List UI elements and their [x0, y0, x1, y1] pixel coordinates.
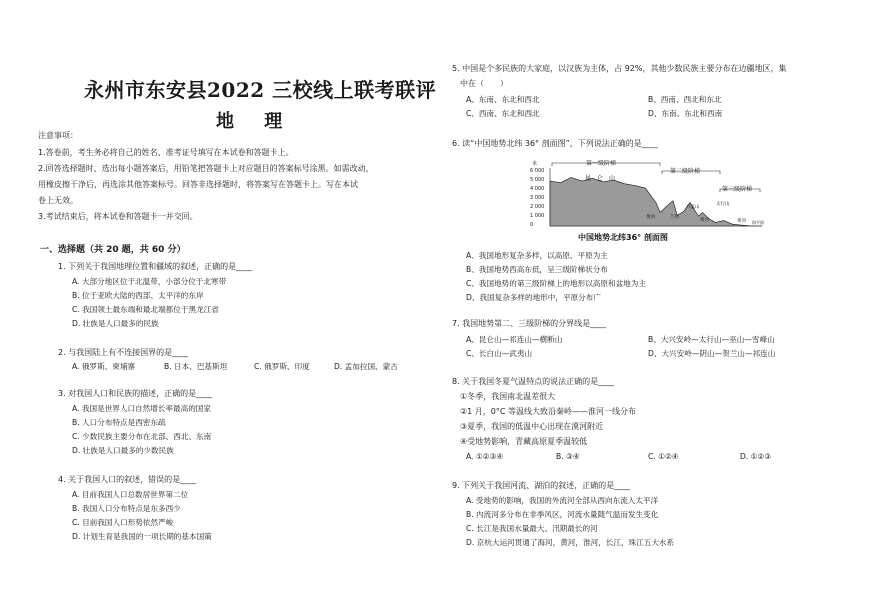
- option: C、我国地势的第三级阶梯上的地形以高原和盆地为主: [466, 279, 646, 288]
- note-line: 2.回答选择题时，选出每小题答案后，用铅笔把答题卡上对应题目的答案标号涂黑。如需改动，: [38, 164, 374, 173]
- terrain-area: [550, 177, 762, 226]
- statement: ③夏季，我国的低温中心出现在漠河附近: [460, 422, 604, 431]
- option: C、长白山—武夷山: [466, 349, 533, 358]
- question-stem: 3. 对我国人口和民族的描述，正确的是____: [58, 389, 213, 398]
- notes-heading: 注意事项：: [38, 131, 78, 140]
- option: C、西南、东北和西北: [466, 109, 540, 118]
- option: B. 我国人口分布特点是东多西少: [72, 504, 181, 513]
- option: A. ①②③④: [466, 452, 504, 461]
- option: B. 人口分布特点是西密东疏: [72, 418, 166, 427]
- y-tick-label: 6 000: [530, 168, 545, 174]
- section-heading: 一、选择题（共 20 题，共 60 分）: [40, 245, 186, 255]
- option: D. 壮族是人口最多的少数民族: [72, 446, 174, 455]
- step-label-3: 第三级阶梯: [722, 186, 753, 193]
- y-tick-label: 2 000: [530, 204, 545, 210]
- y-tick-label: 0: [530, 222, 534, 228]
- question-stem: 4. 关于我国人口的叙述，错误的是____: [58, 475, 197, 484]
- y-axis-ticks: [530, 168, 544, 228]
- question-stem: 5. 中国是个多民族的大家庭，以汉族为主体，占 92%，其他少数民族主要分布在边疆地区，集: [452, 64, 787, 73]
- option: D. 京杭大运河贯通了海河，黄河，淮河，长江，珠江五大水系: [466, 538, 675, 547]
- profile-chart: [530, 160, 776, 244]
- option: A. 俄罗斯、柬埔寨: [72, 362, 136, 371]
- option: A、东南、东北和西北: [466, 95, 540, 104]
- option: C. 目前我国人口形势依然严峻: [72, 518, 174, 527]
- subject-title: 地 理: [216, 111, 295, 132]
- note-line: 1.答卷前，考生务必将自己的姓名、准考证号填写在本试卷和答题卡上。: [38, 148, 294, 157]
- question-stem-cont: 中在（ ）: [460, 79, 508, 88]
- option: D、东南、东北和西南: [648, 109, 723, 118]
- y-tick-label: 5 000: [530, 177, 545, 183]
- place-label: 六盘山: [686, 205, 700, 210]
- option: D. 计划生育是我国的一项长期的基本国策: [72, 532, 212, 541]
- option: C. 少数民族主要分布在北部、西北、东南: [72, 432, 212, 441]
- y-tick-label: 1 000: [530, 213, 545, 219]
- y-axis-unit: 米: [532, 161, 538, 167]
- question-stem: 7. 我国地势第二、三级阶梯的分界线是____: [452, 319, 607, 328]
- option: D. 孟加拉国、蒙古: [334, 362, 398, 371]
- note-line: 3.考试结束后，将本试卷和答题卡一并交回。: [38, 212, 198, 221]
- option: B. ③④: [556, 452, 580, 461]
- place-label: 黄河: [700, 218, 709, 223]
- exam-title: 永州市东安县2022 三校线上联考联评: [84, 78, 437, 102]
- option: B. 位于亚欧大陆的西部、太平洋的东岸: [72, 291, 204, 300]
- question-stem: 2. 与我国陆上有不连接国界的是____: [58, 348, 189, 357]
- statement: ②1 月，0°C 等温线大致沿秦岭——淮河一线分布: [460, 407, 637, 416]
- option: D. ①②③: [740, 452, 772, 461]
- option: B、大兴安岭—太行山—巫山—雪峰山: [648, 335, 775, 344]
- option: A、昆仑山—祁连山—横断山: [466, 335, 563, 344]
- question-stem: 8. 关于我国冬夏气温特点的说法正确的是____: [452, 377, 615, 386]
- option: D. 壮族是人口最多的民族: [72, 319, 159, 328]
- place-label: 昆 仑 山: [585, 175, 616, 182]
- option: B. 内流河多分布在非季风区，河流水量随气温而发生变化: [466, 510, 659, 519]
- place-label: 太行山: [716, 202, 730, 207]
- option: B、西南、西北和东北: [648, 95, 722, 104]
- option: A. 受地势的影响，我国的外流河全部从西向东流入太平洋: [466, 496, 659, 505]
- option: A. 目前我国人口总数居世界第二位: [72, 490, 189, 499]
- option: B. 日本、巴基斯坦: [164, 362, 228, 371]
- option: C. 长江是我国水量最大、汛期最长的河: [466, 524, 598, 533]
- option: C. 俄罗斯、印度: [254, 362, 310, 371]
- option: B、我国地势西高东低，呈三级阶梯状分布: [466, 265, 608, 274]
- option: D、我国复杂多样的地形中，平原分布广: [466, 293, 601, 302]
- option: A、我国地形复杂多样，以高原、平原为主: [466, 251, 608, 260]
- step-label-1: 第一级阶梯: [586, 160, 617, 167]
- y-tick-label: 4 000: [530, 186, 545, 192]
- statement: ①冬季，我国南北温差很大: [460, 392, 556, 401]
- y-tick-label: 3 000: [530, 195, 545, 201]
- question-stem: 1. 下列关于我国地理位置和疆域的叙述，正确的是____: [58, 262, 253, 271]
- question-stem: 9. 下列关于我国河流、湖泊的叙述，正确的是____: [452, 481, 631, 490]
- question-stem: 6. 读“中国地势北纬 36° 剖面图”，下列说法正确的是____: [452, 139, 658, 148]
- option: D、大兴安岭—阴山—贺兰山—祁连山: [648, 349, 776, 358]
- chart-title: 中国地势北纬36° 剖面图: [578, 233, 668, 242]
- statement: ④受地势影响，青藏高原夏季温较低: [460, 437, 588, 446]
- note-line: 卷上无效。: [38, 196, 78, 205]
- step-label-2: 第二级阶梯: [670, 168, 701, 175]
- place-label: 兰州: [670, 215, 679, 220]
- place-label: 海平面: [752, 220, 764, 225]
- option: A. 我国是世界人口自然增长率最高的国家: [72, 404, 211, 413]
- option: A. 大部分地区位于北温带，小部分位于北寒带: [72, 277, 227, 286]
- option: C. 我国领土最东端和最北端都位于黑龙江省: [72, 305, 219, 314]
- place-label: 黄河: [646, 215, 655, 220]
- option: C. ①②④: [648, 452, 679, 461]
- note-line: 用橡皮擦干净后，再选涂其他答案标号。回答非选择题时，将答案写在答题卡上。写在本试: [38, 180, 358, 189]
- place-label: 黄河: [737, 219, 746, 224]
